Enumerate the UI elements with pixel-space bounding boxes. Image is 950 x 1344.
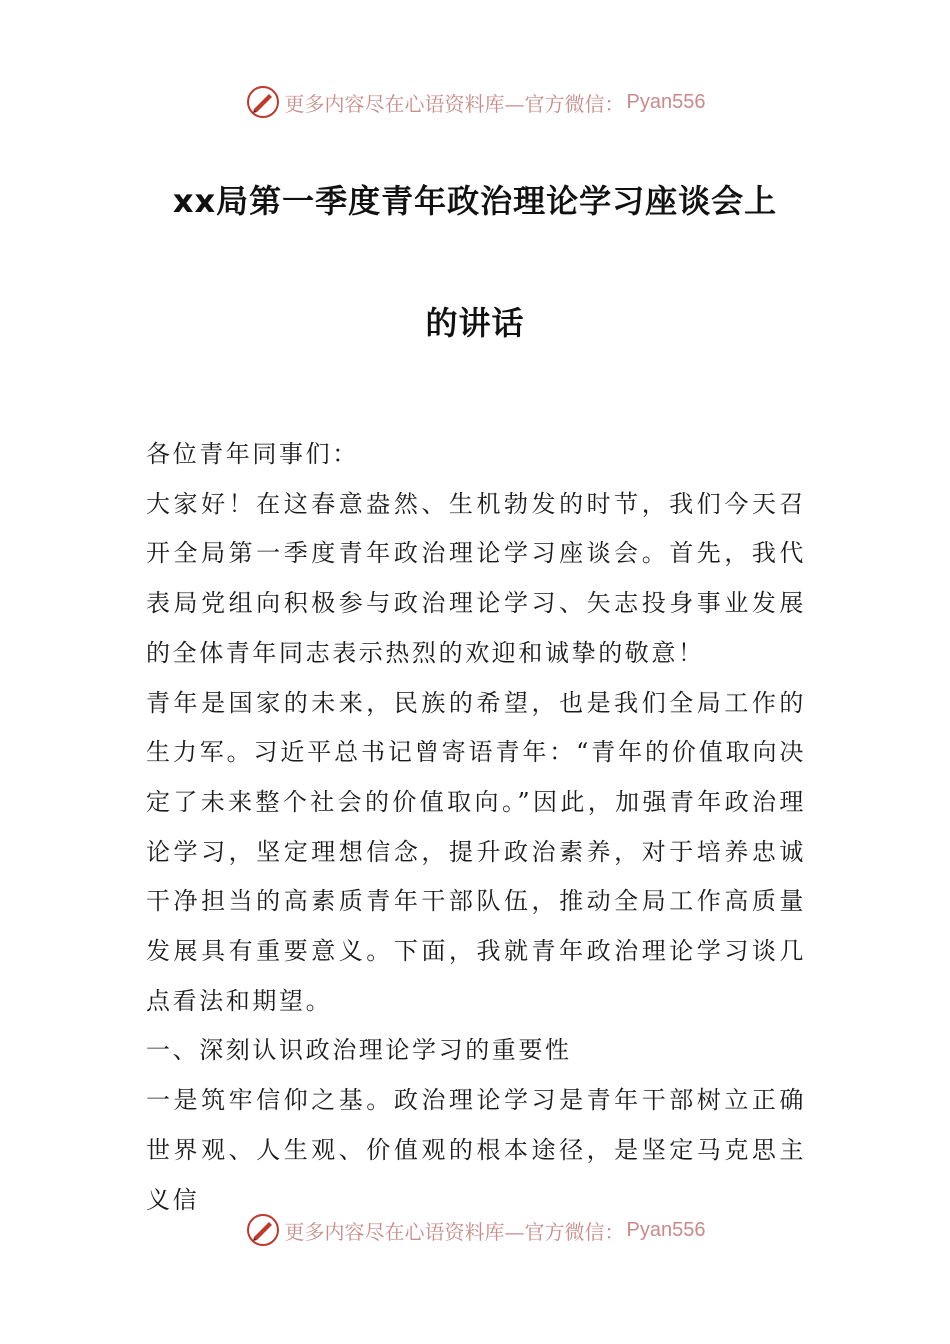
watermark-text: 更多内容尽在心语资料库—官方微信： bbox=[284, 1219, 625, 1244]
document-body bbox=[146, 430, 806, 1225]
paragraph-point-1: 一是筑牢信仰之基。政治理论学习是青年干部树立正确世界观、人生观、价值观的根本途径，是坚定马克思主义信 bbox=[146, 1086, 806, 1214]
watermark-footer bbox=[0, 1208, 950, 1252]
watermark-wechat-id: Pyan556 bbox=[626, 90, 706, 113]
pen-logo-icon bbox=[245, 84, 281, 120]
document-title-line1: xx局第一季度青年政治理论学习座谈会上 bbox=[172, 182, 778, 220]
watermark-wechat-id: Pyan556 bbox=[626, 1218, 706, 1241]
paragraph-youth-importance: 青年是国家的未来，民族的希望，也是我们全局工作的生力军。习近平总书记曾寄语青年：“青年的价值取向决定了未来整个社会的价值取向。”因此，加强青年政治理论学习，坚定理想信念，提升政治素养，对于培养忠诚干净担当的高素质青年干部队伍，推动全局工作高质量发展具有重要意义。下面，我就青年政治理论学习谈几点看法和期望。 bbox=[146, 688, 806, 1015]
watermark-header bbox=[0, 80, 950, 124]
section-heading-1: 一、深刻认识政治理论学习的重要性 bbox=[146, 1036, 572, 1065]
salutation: 各位青年同事们： bbox=[146, 440, 359, 468]
pen-logo-icon bbox=[245, 1212, 281, 1248]
document-title-line2: 的讲话 bbox=[425, 304, 525, 342]
watermark-text: 更多内容尽在心语资料库—官方微信： bbox=[284, 91, 625, 116]
paragraph-greeting: 大家好！在这春意盎然、生机勃发的时节，我们今天召开全局第一季度青年政治理论学习座谈会。首先，我代表局党组向积极参与政治理论学习、矢志投身事业发展的全体青年同志表示热烈的欢迎和诚挚的敬意！ bbox=[146, 489, 806, 667]
